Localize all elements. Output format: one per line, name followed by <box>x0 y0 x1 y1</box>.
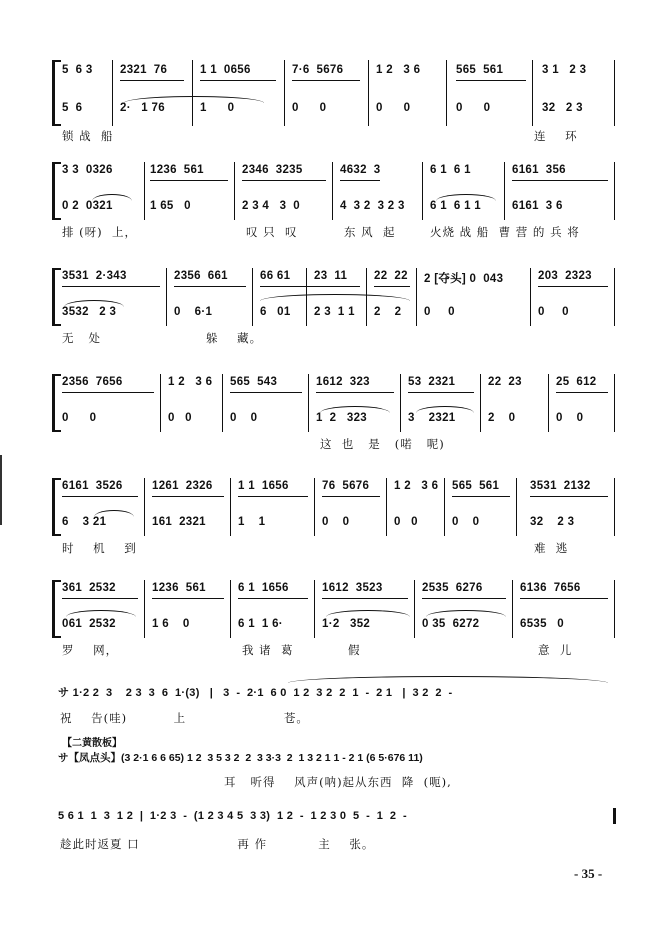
upper-notes: 2 [夺头] 0 043 <box>424 273 504 285</box>
lyric: 趁此时返夏 口 再 作 主 张。 <box>60 837 375 851</box>
lower-notes: 0 0 <box>292 102 327 114</box>
lower-notes: 2· 1 76 <box>120 102 165 114</box>
upper-notes: 3531 2132 <box>530 480 591 492</box>
free-line-2 <box>56 734 626 794</box>
lower-notes: 0 0 <box>168 412 192 424</box>
lyric: 罗 网， <box>62 643 119 657</box>
lower-notes: 1 6 0 <box>152 618 190 630</box>
section-label: 【二黄散板】 <box>62 738 122 749</box>
system-4 <box>56 374 618 464</box>
upper-notes: 6161 3526 <box>62 480 123 492</box>
page-number: - 35 - <box>574 866 603 881</box>
upper-notes: 2356 661 <box>174 270 228 282</box>
system-3 <box>56 268 618 358</box>
lower-notes: 161 2321 <box>152 516 206 528</box>
lyric: 火烧 战 船 曹 营 的 兵 将 <box>430 225 580 239</box>
upper-notes: 565 543 <box>230 376 278 388</box>
lyric: 时 机 到 <box>62 541 137 555</box>
lyric: 叹 只 叹 <box>246 225 298 239</box>
lyric: 祝 告(哇) 上 苍。 <box>60 711 309 725</box>
lower-notes: 2 3 4 3 0 <box>242 200 300 212</box>
upper-notes: 1 1 1656 <box>238 480 289 492</box>
lower-notes: 1 1 <box>238 516 266 528</box>
lower-notes: 1 65 0 <box>150 200 191 212</box>
upper-notes: 1236 561 <box>150 164 204 176</box>
lower-notes: 0 35 6272 <box>422 618 480 630</box>
lower-notes: 6 01 <box>260 306 291 318</box>
system-5 <box>56 478 618 568</box>
notes: 5 6 1 1 3 1 2 | 1·2 3 - (1 2 3 4 5 3 3) 1 2 - 1 2 3 0 5 - 1 2 - <box>58 810 408 822</box>
upper-notes: 1236 561 <box>152 582 206 594</box>
lower-notes: 0 0 <box>322 516 350 528</box>
upper-notes: 6136 7656 <box>520 582 581 594</box>
lower-notes: 32 2 3 <box>530 516 575 528</box>
lower-notes: 6 1 6 1 1 <box>430 200 481 212</box>
upper-notes: 565 561 <box>456 64 504 76</box>
lyric: 排 (呀) 上， <box>62 225 137 239</box>
lower-notes: 0 0 <box>456 102 491 114</box>
upper-notes: 23 11 <box>314 270 348 282</box>
staff-bracket <box>52 60 55 126</box>
upper-notes: 3 1 2 3 <box>542 64 587 76</box>
upper-notes: 2356 7656 <box>62 376 123 388</box>
lower-notes: 6161 3 6 <box>512 200 563 212</box>
lower-notes: 0 0 <box>376 102 411 114</box>
lower-notes: 0 2 0321 <box>62 200 113 212</box>
lyric: 这 也 是 (喏 呢) <box>320 437 445 451</box>
upper-notes: 66 61 <box>260 270 291 282</box>
lyric: 锁 战 船 <box>62 129 114 143</box>
upper-notes: 5 6 3 <box>62 64 93 76</box>
lower-notes: 1 2 323 <box>316 412 367 424</box>
lower-notes: 6 3 21 <box>62 516 107 528</box>
free-line-3 <box>56 808 618 858</box>
lyric: 假 <box>348 643 361 657</box>
upper-notes: 2346 3235 <box>242 164 303 176</box>
lower-notes: 2 2 <box>374 306 402 318</box>
upper-notes: 361 2532 <box>62 582 116 594</box>
upper-notes: 1612 323 <box>316 376 370 388</box>
upper-notes: 6161 356 <box>512 164 566 176</box>
lower-notes: 5 6 <box>62 102 83 114</box>
lower-notes: 0 0 <box>62 412 97 424</box>
lower-notes: 32 2 3 <box>542 102 583 114</box>
lower-notes: 6535 0 <box>520 618 564 630</box>
upper-notes: 203 2323 <box>538 270 592 282</box>
upper-notes: 4632 3 <box>340 164 381 176</box>
upper-notes: 3 3 0326 <box>62 164 113 176</box>
upper-notes: 25 612 <box>556 376 597 388</box>
upper-notes: 1261 2326 <box>152 480 213 492</box>
lower-notes: 0 0 <box>452 516 480 528</box>
lower-notes: 0 0 <box>424 306 455 318</box>
upper-notes: 2321 76 <box>120 64 168 76</box>
free-line-1 <box>56 682 618 732</box>
lyric: 我 诸 葛 <box>242 643 294 657</box>
upper-notes: 1 1 0656 <box>200 64 251 76</box>
upper-notes: 6 1 1656 <box>238 582 289 594</box>
lyric: 躲 藏。 <box>206 331 263 345</box>
upper-notes: 1 2 3 6 <box>394 480 439 492</box>
page-edge-mark <box>0 455 2 525</box>
lyric: 意 儿 <box>538 643 573 657</box>
upper-notes: 565 561 <box>452 480 500 492</box>
upper-notes: 2535 6276 <box>422 582 483 594</box>
upper-notes: 3531 2·343 <box>62 270 127 282</box>
upper-notes: 6 1 6 1 <box>430 164 471 176</box>
lower-notes: 1·2 352 <box>322 618 371 630</box>
lyric: 难 逃 <box>534 541 569 555</box>
lower-notes: 6 1 1 6· <box>238 618 283 630</box>
lower-notes: 0 0 <box>230 412 258 424</box>
upper-notes: 7·6 5676 <box>292 64 344 76</box>
lower-notes: 1 0 <box>200 102 235 114</box>
upper-notes: 22 22 <box>374 270 408 282</box>
lower-notes: 2 0 <box>488 412 516 424</box>
lower-notes: 061 2532 <box>62 618 116 630</box>
upper-notes: 1 2 3 6 <box>376 64 421 76</box>
upper-notes: 1612 3523 <box>322 582 383 594</box>
system-2 <box>56 162 618 252</box>
lower-notes: 3532 2 3 <box>62 306 117 318</box>
lower-notes: 3 2321 <box>408 412 456 424</box>
lower-notes: 0 0 <box>394 516 418 528</box>
lyric: 东 风 起 <box>344 225 396 239</box>
system-6 <box>56 580 618 670</box>
system-1 <box>56 60 618 150</box>
lower-notes: 4 3 2 3 2 3 <box>340 200 405 212</box>
upper-notes: 22 23 <box>488 376 522 388</box>
upper-notes: 1 2 3 6 <box>168 376 213 388</box>
upper-notes: 53 2321 <box>408 376 456 388</box>
lower-notes: 2 3 1 1 <box>314 306 355 318</box>
lower-notes: 0 0 <box>538 306 569 318</box>
lyric: 无 处 <box>62 331 101 345</box>
lyric: 耳 听得 风声(呐)起从东西 降 (呃), <box>224 775 452 789</box>
notes: サ 1·2 2 3 2 3 3 6 1·(3) | 3 - 2·1 6 0 1 2 3 2 2 1 - 2 1 | 3 2 2 - <box>58 687 453 699</box>
lyric: 连 环 <box>534 129 578 143</box>
lower-notes: 0 6·1 <box>174 306 213 318</box>
upper-notes: 76 5676 <box>322 480 370 492</box>
lower-notes: 0 0 <box>556 412 584 424</box>
notes: サ【凤点头】(3 2·1 6 6 65) 1 2 3 5 3 2 2 3 3·3 2 1 3 2 1 1 - 2 1 (6 5·676 11) <box>58 752 423 764</box>
